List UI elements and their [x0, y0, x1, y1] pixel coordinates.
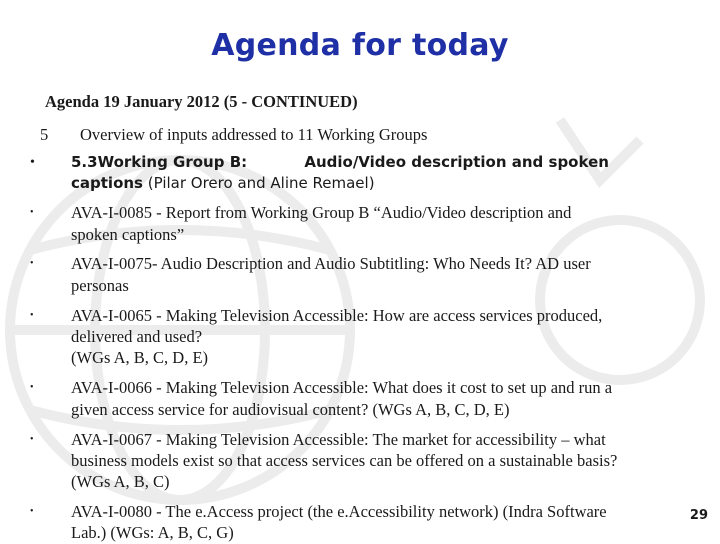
- working-group-title: Audio/Video description and spoken captions: [71, 153, 609, 192]
- working-group-number: 5.3Working Group B:: [71, 153, 248, 171]
- item-line-1: AVA-I-0066 - Making Television Accessible: What does it cost to set up and run a: [71, 378, 613, 397]
- item-line-3: (WGs A, B, C): [71, 472, 170, 491]
- section-number: 5: [40, 125, 49, 144]
- item-line-1: AVA-I-0085 - Report from Working Group B “Audio/Video description and: [71, 203, 572, 222]
- bullet: •: [30, 382, 34, 393]
- item-line-2: spoken captions”: [71, 225, 185, 244]
- item-line-2: given access service for audiovisual content? (WGs A, B, C, D, E): [71, 400, 510, 419]
- item-line-1: AVA-I-0075- Audio Description and Audio Subtitling: Who Needs It? AD user: [71, 254, 591, 273]
- working-group-chairs: (Pilar Orero and Aline Remael): [142, 174, 375, 192]
- item-line-1: AVA-I-0080 - The e.Access project (the e.Accessibility network) (Indra Software: [71, 502, 607, 521]
- working-group-heading: [71, 152, 671, 194]
- section-label: Overview of inputs addressed to 11 Working Groups: [80, 125, 428, 144]
- item-line-1: AVA-I-0065 - Making Television Accessible: How are access services produced,: [71, 306, 603, 325]
- bullet: •: [30, 155, 35, 170]
- bullet: •: [30, 310, 34, 321]
- item-line-1: AVA-I-0067 - Making Television Accessible: The market for accessibility – what: [71, 430, 606, 449]
- item-line-2: Lab.) (WGs: A, B, C, G): [71, 523, 234, 542]
- item-line-3: (WGs A, B, C, D, E): [71, 348, 209, 367]
- page-number: 29: [689, 508, 708, 523]
- page-title: Agenda for today: [211, 28, 509, 63]
- section-heading: [40, 125, 427, 145]
- agenda-date-heading: Agenda 19 January 2012 (5 - CONTINUED): [45, 92, 358, 111]
- bullet: •: [30, 434, 34, 445]
- item-line-2: personas: [71, 276, 129, 295]
- item-line-2: business models exist so that access services can be offered on a sustainable basis?: [71, 451, 618, 470]
- bullet: •: [30, 506, 34, 517]
- item-line-2: delivered and used?: [71, 327, 203, 346]
- bullet: •: [30, 207, 34, 218]
- bullet: •: [30, 258, 34, 269]
